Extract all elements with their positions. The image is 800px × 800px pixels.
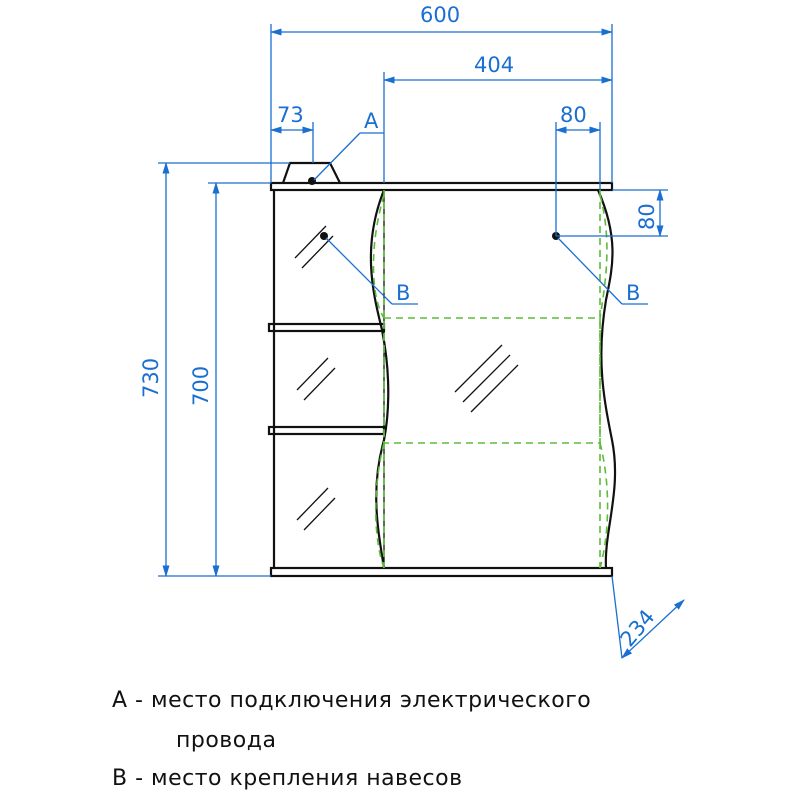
legend-line-a-cont: провода bbox=[176, 728, 277, 753]
dim-depth: 234 bbox=[615, 605, 660, 652]
cabinet-body bbox=[269, 163, 615, 576]
dim-body-height: 700 bbox=[189, 365, 213, 406]
dim-total-width: 600 bbox=[420, 3, 461, 27]
shelf-upper bbox=[269, 324, 384, 331]
top-panel bbox=[271, 183, 612, 190]
marker-b-right-label: B bbox=[626, 281, 641, 305]
legend-line-b: В - место крепления навесов bbox=[112, 766, 463, 791]
bottom-panel bbox=[271, 568, 612, 576]
dim-total-height: 730 bbox=[139, 357, 163, 398]
marker-a-point bbox=[308, 177, 316, 185]
hidden-lines bbox=[373, 190, 607, 568]
marker-a-label: A bbox=[364, 109, 379, 133]
marker-b-left-label: B bbox=[396, 281, 411, 305]
legend-line-a: А - место подключения электрического bbox=[112, 688, 592, 713]
dim-mount-offset-vertical: 80 bbox=[635, 203, 659, 230]
dim-mount-offset: 80 bbox=[560, 103, 587, 127]
glass-reflections bbox=[295, 226, 518, 530]
dim-shelf-width: 73 bbox=[277, 103, 304, 127]
shelf-lower bbox=[269, 427, 384, 434]
dim-mirror-width: 404 bbox=[474, 53, 515, 77]
